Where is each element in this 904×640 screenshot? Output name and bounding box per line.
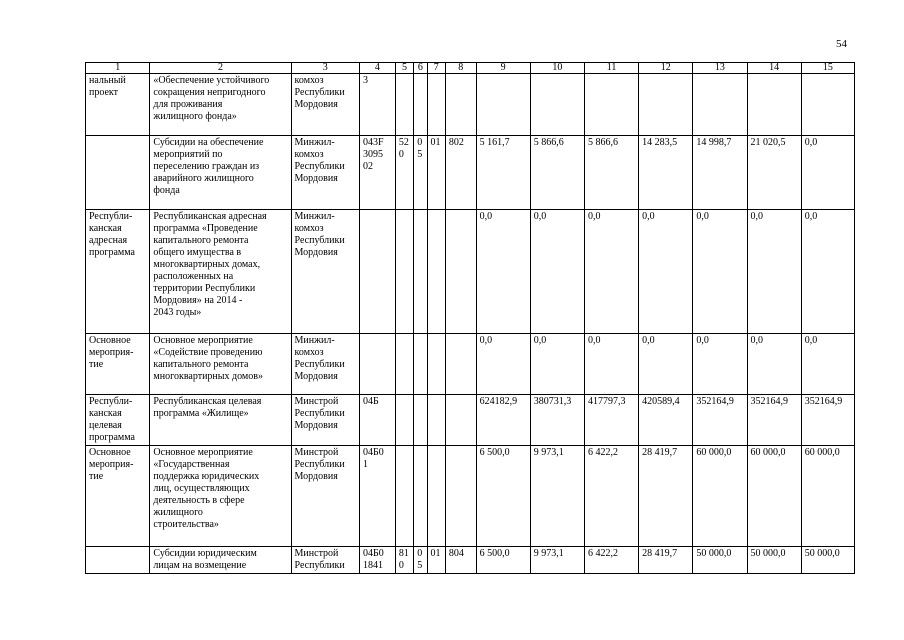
executor-cell: Минжил- комхоз Республики Мордовия	[291, 136, 360, 210]
code-cell	[427, 446, 445, 547]
executor-cell: комхоз Республики Мордовия	[291, 74, 360, 136]
amount-cell: 0,0	[801, 136, 854, 210]
executor-cell: Минжил- комхоз Республики Мордовия	[291, 334, 360, 395]
column-header: 13	[693, 63, 747, 74]
code-cell: 04Б	[360, 395, 396, 446]
amount-cell: 6 500,0	[476, 446, 530, 547]
code-cell	[414, 334, 427, 395]
code-cell: 0 5	[414, 547, 427, 574]
page-number: 54	[836, 38, 847, 50]
code-cell	[427, 210, 445, 334]
code-cell	[445, 446, 476, 547]
amount-cell: 6 422,2	[584, 446, 638, 547]
code-cell: 0 5	[414, 136, 427, 210]
amount-cell: 0,0	[476, 210, 530, 334]
code-cell: 804	[445, 547, 476, 574]
code-cell	[445, 74, 476, 136]
amount-cell: 380731,3	[530, 395, 584, 446]
column-header: 10	[530, 63, 584, 74]
code-cell: 802	[445, 136, 476, 210]
amount-cell: 0,0	[530, 334, 584, 395]
table-row	[86, 210, 855, 334]
table-row	[86, 547, 855, 574]
code-cell: 043F 3095 02	[360, 136, 396, 210]
executor-cell: Минстрой Республики Мордовия	[291, 395, 360, 446]
amount-cell: 5 161,7	[476, 136, 530, 210]
amount-cell: 50 000,0	[693, 547, 747, 574]
amount-cell: 352164,9	[693, 395, 747, 446]
row-type-cell: Основное мероприя- тие	[86, 334, 150, 395]
amount-cell	[639, 74, 693, 136]
code-cell	[360, 210, 396, 334]
amount-cell: 14 998,7	[693, 136, 747, 210]
code-cell	[395, 210, 413, 334]
amount-cell: 9 973,1	[530, 446, 584, 547]
code-cell	[414, 210, 427, 334]
row-name-cell: Республиканская целевая программа «Жилище»	[150, 395, 291, 446]
amount-cell: 0,0	[530, 210, 584, 334]
row-type-cell	[86, 547, 150, 574]
amount-cell: 0,0	[584, 334, 638, 395]
table-row	[86, 136, 855, 210]
column-header: 12	[639, 63, 693, 74]
amount-cell: 6 422,2	[584, 547, 638, 574]
row-name-cell: Основное мероприятие «Государственная поддержка юридических лиц, осуществляющих деятельность в сфере жилищного строительства»	[150, 446, 291, 547]
code-cell: 52 0	[395, 136, 413, 210]
executor-cell: Минстрой Республики	[291, 547, 360, 574]
code-cell	[414, 74, 427, 136]
code-cell	[395, 334, 413, 395]
amount-cell: 5 866,6	[584, 136, 638, 210]
amount-cell: 420589,4	[639, 395, 693, 446]
code-cell	[445, 395, 476, 446]
table-row	[86, 395, 855, 446]
amount-cell: 14 283,5	[639, 136, 693, 210]
amount-cell: 60 000,0	[747, 446, 801, 547]
amount-cell	[584, 74, 638, 136]
amount-cell: 0,0	[801, 210, 854, 334]
amount-cell: 0,0	[693, 210, 747, 334]
amount-cell: 0,0	[747, 334, 801, 395]
amount-cell: 352164,9	[801, 395, 854, 446]
amount-cell: 9 973,1	[530, 547, 584, 574]
column-header: 9	[476, 63, 530, 74]
row-type-cell: Республи- канская адресная программа	[86, 210, 150, 334]
code-cell: 01	[427, 136, 445, 210]
code-cell: 01	[427, 547, 445, 574]
amount-cell: 5 866,6	[530, 136, 584, 210]
amount-cell	[476, 74, 530, 136]
column-header: 14	[747, 63, 801, 74]
amount-cell: 0,0	[639, 210, 693, 334]
header-row	[86, 63, 855, 74]
executor-cell: Минжил- комхоз Республики Мордовия	[291, 210, 360, 334]
column-header: 4	[360, 63, 396, 74]
code-cell	[360, 334, 396, 395]
code-cell	[445, 210, 476, 334]
amount-cell: 0,0	[476, 334, 530, 395]
amount-cell	[747, 74, 801, 136]
column-header: 8	[445, 63, 476, 74]
amount-cell: 21 020,5	[747, 136, 801, 210]
code-cell	[445, 334, 476, 395]
code-cell: 81 0	[395, 547, 413, 574]
row-type-cell: Республи- канская целевая программа	[86, 395, 150, 446]
code-cell	[395, 395, 413, 446]
row-name-cell: Республиканская адресная программа «Проведение капитального ремонта общего имущества в многоквартирных домах, расположенных на территории Республики Мордовия» на 2014 - 2043 годы»	[150, 210, 291, 334]
amount-cell	[693, 74, 747, 136]
code-cell	[395, 446, 413, 547]
row-name-cell: «Обеспечение устойчивого сокращения непригодного для проживания жилищного фонда»	[150, 74, 291, 136]
row-type-cell: нальный проект	[86, 74, 150, 136]
column-header: 6	[414, 63, 427, 74]
amount-cell: 0,0	[693, 334, 747, 395]
amount-cell: 6 500,0	[476, 547, 530, 574]
budget-table	[85, 62, 855, 574]
code-cell	[414, 446, 427, 547]
row-name-cell: Основное мероприятие «Содействие проведению капитального ремонта многоквартирных домов»	[150, 334, 291, 395]
amount-cell: 0,0	[584, 210, 638, 334]
code-cell	[427, 395, 445, 446]
code-cell	[414, 395, 427, 446]
column-header: 2	[150, 63, 291, 74]
amount-cell: 60 000,0	[693, 446, 747, 547]
table-row	[86, 74, 855, 136]
column-header: 5	[395, 63, 413, 74]
amount-cell: 0,0	[801, 334, 854, 395]
code-cell: 04Б0 1	[360, 446, 396, 547]
amount-cell: 50 000,0	[801, 547, 854, 574]
table-row	[86, 334, 855, 395]
amount-cell: 28 419,7	[639, 547, 693, 574]
row-name-cell: Субсидии юридическим лицам на возмещение	[150, 547, 291, 574]
code-cell: 04Б0 1841	[360, 547, 396, 574]
amount-cell: 417797,3	[584, 395, 638, 446]
column-header: 7	[427, 63, 445, 74]
amount-cell: 352164,9	[747, 395, 801, 446]
amount-cell: 28 419,7	[639, 446, 693, 547]
row-type-cell: Основное мероприя- тие	[86, 446, 150, 547]
amount-cell: 624182,9	[476, 395, 530, 446]
code-cell	[427, 334, 445, 395]
amount-cell: 0,0	[639, 334, 693, 395]
amount-cell: 50 000,0	[747, 547, 801, 574]
code-cell	[427, 74, 445, 136]
table-row	[86, 446, 855, 547]
amount-cell	[801, 74, 854, 136]
amount-cell: 0,0	[747, 210, 801, 334]
column-header: 11	[584, 63, 638, 74]
executor-cell: Минстрой Республики Мордовия	[291, 446, 360, 547]
column-header: 1	[86, 63, 150, 74]
code-cell	[395, 74, 413, 136]
row-type-cell	[86, 136, 150, 210]
column-header: 15	[801, 63, 854, 74]
amount-cell	[530, 74, 584, 136]
column-header: 3	[291, 63, 360, 74]
amount-cell: 60 000,0	[801, 446, 854, 547]
code-cell: 3	[360, 74, 396, 136]
row-name-cell: Субсидии на обеспечение мероприятий по переселению граждан из аварийного жилищного фонда	[150, 136, 291, 210]
